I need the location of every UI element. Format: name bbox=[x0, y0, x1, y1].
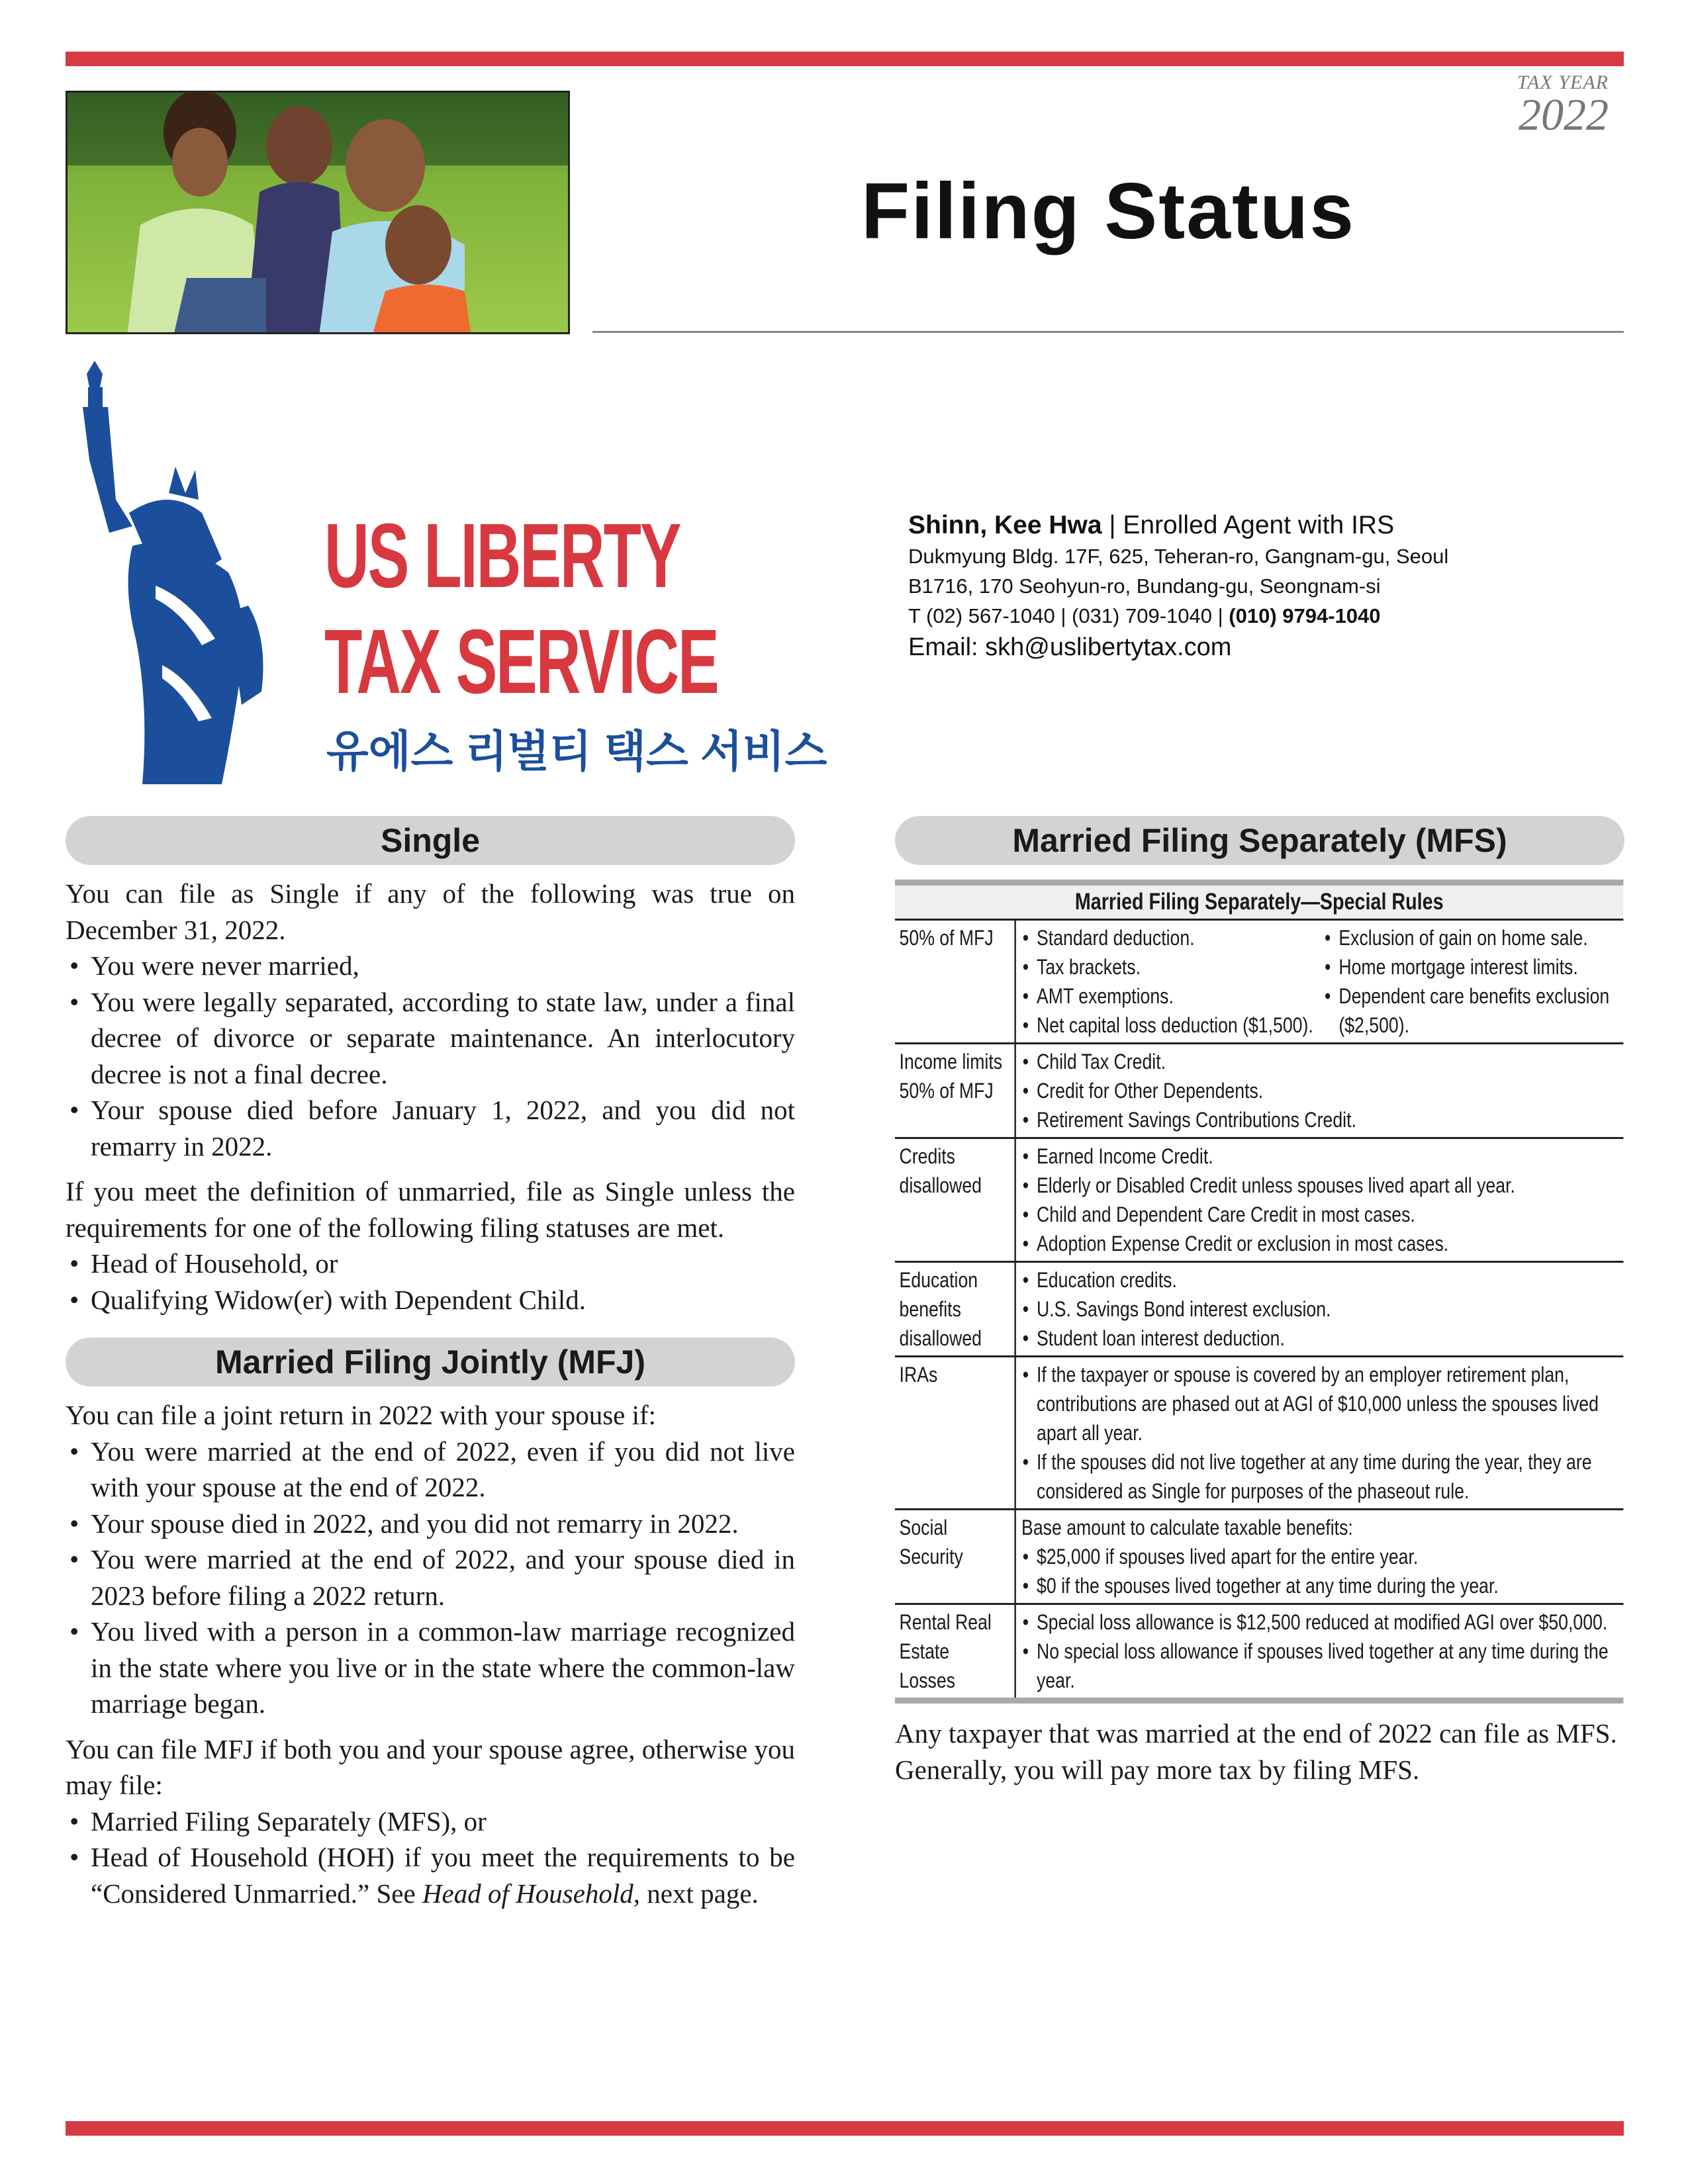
list-item: • Your spouse died in 2022, and you did not remarry in 2022. bbox=[66, 1506, 795, 1542]
title-divider bbox=[592, 331, 1624, 333]
list-item: • Your spouse died before January 1, 2022, and you did not remarry in 2022. bbox=[66, 1092, 795, 1164]
list-item: • Student loan interest deduction. bbox=[1021, 1324, 1620, 1353]
single-intro: You can file as Single if any of the following was true on December 31, 2022. bbox=[66, 878, 795, 945]
table-row bbox=[895, 921, 1623, 1044]
list-item: • Married Filing Separately (MFS), or bbox=[66, 1803, 795, 1840]
list-item: • $25,000 if spouses lived apart for the entire year. bbox=[1021, 1542, 1620, 1571]
list-item: • Dependent care benefits exclusion ($2,500). bbox=[1323, 981, 1620, 1040]
list-item: • Qualifying Widow(er) with Dependent Child. bbox=[66, 1282, 795, 1318]
tax-year-value: 2022 bbox=[1519, 89, 1609, 140]
list-item: • Tax brackets. bbox=[1021, 952, 1318, 981]
left-column bbox=[66, 816, 795, 1911]
list-item: • You lived with a person in a common-law marriage recognized in the state where you live or in the state where the common-law marriage began. bbox=[66, 1614, 795, 1722]
page-title: Filing Status bbox=[861, 167, 1355, 255]
table-title: Married Filing Separately—Special Rules bbox=[895, 886, 1623, 921]
list-item: • $0 if the spouses lived together at any time during the year. bbox=[1021, 1571, 1620, 1600]
bottom-red-bar bbox=[66, 2121, 1624, 2136]
tax-year bbox=[1476, 71, 1609, 140]
list-item: • AMT exemptions. bbox=[1021, 981, 1318, 1011]
row-label: Education benefits disallowed bbox=[895, 1263, 1016, 1355]
list-item: • You were never married, bbox=[66, 948, 795, 984]
section-heading-single: Single bbox=[66, 816, 795, 865]
list-item: • Head of Household, or bbox=[66, 1246, 795, 1282]
row-label: IRAs bbox=[895, 1357, 1016, 1508]
logo-korean: 유에스 리벌티 택스 서비스 bbox=[326, 727, 827, 776]
family-photo bbox=[66, 91, 570, 334]
row-lead-text: Base amount to calculate taxable benefits: bbox=[1021, 1516, 1353, 1539]
list-item: • Exclusion of gain on home sale. bbox=[1323, 923, 1620, 952]
single-section bbox=[66, 876, 795, 1318]
list-item-reference: Head of Household, bbox=[422, 1878, 641, 1909]
list-item: • Credit for Other Dependents. bbox=[1021, 1076, 1620, 1105]
list-item: • If the taxpayer or spouse is covered by an employer retirement plan, contributions are phased out at AGI of $10,000 unless the spouses lived apart all year. bbox=[1021, 1360, 1620, 1447]
list-item bbox=[66, 1839, 795, 1911]
family-photo-illustration bbox=[68, 93, 570, 334]
list-item: • Elderly or Disabled Credit unless spouses lived apart all year. bbox=[1021, 1171, 1620, 1200]
agent-name: Shinn, Kee Hwa bbox=[908, 511, 1102, 539]
table-row bbox=[895, 1139, 1623, 1263]
table-row bbox=[895, 1510, 1623, 1605]
right-column bbox=[895, 816, 1624, 1788]
mfs-rules-table bbox=[895, 880, 1624, 1704]
list-item: • Adoption Expense Credit or exclusion in most cases. bbox=[1021, 1229, 1620, 1258]
statue-of-liberty-icon bbox=[70, 361, 334, 784]
phone-numbers: T (02) 567-1040 | (031) 709-1040 | bbox=[908, 604, 1229, 627]
list-item: • Net capital loss deduction ($1,500). bbox=[1021, 1011, 1318, 1040]
row-label: 50% of MFJ bbox=[895, 921, 1016, 1042]
top-red-bar bbox=[66, 52, 1624, 66]
list-item: • Child and Dependent Care Credit in most cases. bbox=[1021, 1200, 1620, 1229]
contact-info bbox=[908, 510, 1448, 664]
address-line-1: Dukmyung Bldg. 17F, 625, Teheran-ro, Gangnam-gu, Seoul bbox=[908, 545, 1449, 568]
logo-line-2: TAX SERVICE bbox=[324, 611, 718, 713]
list-item: • Special loss allowance is $12,500 reduced at modified AGI over $50,000. bbox=[1021, 1608, 1620, 1637]
row-label: Credits disallowed bbox=[895, 1139, 1016, 1261]
mfj-intro: You can file a joint return in 2022 with your spouse if: bbox=[66, 1400, 657, 1430]
list-item: • You were married at the end of 2022, and your spouse died in 2023 before filing a 2022 return. bbox=[66, 1541, 795, 1614]
section-heading-mfj: Married Filing Jointly (MFJ) bbox=[66, 1338, 795, 1387]
list-item: • U.S. Savings Bond interest exclusion. bbox=[1021, 1295, 1620, 1324]
address-line-2: B1716, 170 Seohyun-ro, Bundang-gu, Seongnam-si bbox=[908, 574, 1381, 598]
logo-line-1: US LIBERTY bbox=[324, 505, 680, 607]
email: Email: skh@uslibertytax.com bbox=[908, 633, 1232, 661]
row-label: Rental Real Estate Losses bbox=[895, 1605, 1016, 1698]
mfj-section bbox=[66, 1397, 795, 1911]
table-row bbox=[895, 1605, 1623, 1698]
mobile-phone: (010) 9794-1040 bbox=[1229, 604, 1381, 627]
mfj-paragraph: You can file MFJ if both you and your spouse agree, otherwise you may file: bbox=[66, 1733, 795, 1800]
list-item-text: Head of Household (HOH) if you meet the requirements to be “Considered Unmarried.” See bbox=[91, 1842, 795, 1909]
table-row bbox=[895, 1357, 1623, 1510]
list-item: • If the spouses did not live together at any time during the year, they are considered as Single for purposes of the phaseout rule. bbox=[1021, 1447, 1620, 1506]
table-row bbox=[895, 1263, 1623, 1357]
row-label: Income limits 50% of MFJ bbox=[895, 1044, 1016, 1137]
mfs-note: Any taxpayer that was married at the end of 2022 can file as MFS. Generally, you will pay more tax by filing MFS. bbox=[895, 1718, 1617, 1785]
single-paragraph: If you meet the definition of unmarried, file as Single unless the requirements for one of the following filing statuses are met. bbox=[66, 1176, 795, 1243]
list-item-text: next page. bbox=[640, 1878, 759, 1909]
table-row bbox=[895, 1044, 1623, 1139]
list-item: • Earned Income Credit. bbox=[1021, 1142, 1620, 1171]
list-item: • No special loss allowance if spouses lived together at any time during the year. bbox=[1021, 1637, 1620, 1695]
list-item: • Home mortgage interest limits. bbox=[1323, 952, 1620, 981]
list-item: • You were married at the end of 2022, even if you did not live with your spouse at the end of 2022. bbox=[66, 1433, 795, 1506]
list-item: • Retirement Savings Contributions Credit. bbox=[1021, 1105, 1620, 1134]
list-item: • Education credits. bbox=[1021, 1265, 1620, 1295]
list-item: • Standard deduction. bbox=[1021, 923, 1318, 952]
list-item: • Child Tax Credit. bbox=[1021, 1047, 1620, 1076]
agent-title: | Enrolled Agent with IRS bbox=[1102, 511, 1395, 539]
list-item: • You were legally separated, according to state law, under a final decree of divorce or separate maintenance. An interlocutory decree is not a final decree. bbox=[66, 984, 795, 1093]
company-logo bbox=[70, 361, 831, 784]
row-label: Social Security bbox=[895, 1510, 1016, 1603]
section-heading-mfs: Married Filing Separately (MFS) bbox=[895, 816, 1624, 865]
tax-year-label: TAX YEAR bbox=[1517, 71, 1609, 93]
